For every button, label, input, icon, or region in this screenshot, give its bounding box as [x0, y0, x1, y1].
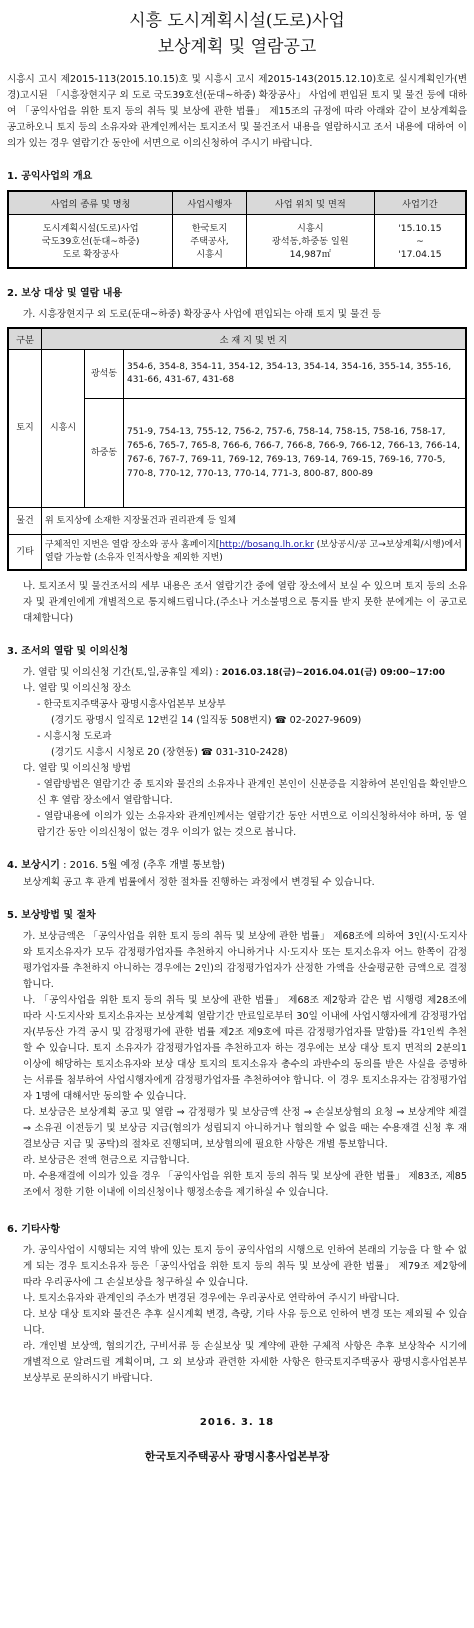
section-3-heading: 3. 조서의 열람 및 이의신청	[7, 646, 129, 657]
cell-period: '15.10.15 ~ '17.04.15	[374, 215, 466, 269]
method-2: - 열람내용에 이의가 있는 소유자와 관계인께서는 열람기간 동안 서면으로 이의신청하셔야 하며, 동 열람기간 동안 이의신청이 없는 경우 이의가 없는 것으로 봅니다.	[37, 811, 467, 838]
section-3-item-b-title: 나. 열람 및 이의신청 장소	[23, 683, 131, 694]
table-row	[8, 508, 466, 535]
cell-location: 시흥시 광석동,하중동 일원 14,987㎡	[246, 215, 374, 269]
cell-etc-label: 기타	[8, 535, 42, 571]
cell-lots-hajung: 751-9, 754-13, 755-12, 756-2, 757-6, 758-14, 758-15, 758-16, 758-17, 765-6, 765-7, 765-8, 766-6, 766-7, 766-8, 766-9, 766-12, 766-13, 766-14, 767-6, 767-7, 769-11, 769-12, 769-13, 769-14, 769-15, 769-16, 770-5, 770-8, 770-12, 770-13, 770-14, 771-3, 800-87, 800-89	[124, 399, 467, 508]
section-5-item-d: 라. 보상금은 전액 현금으로 지급합니다.	[23, 1155, 190, 1166]
table-header-row	[8, 328, 466, 350]
place-lh-address: (경기도 광명시 일직로 12번길 14 (일직동 508번지) ☎ 02-2027-9609)	[51, 715, 362, 726]
cell-dong-gwangseok: 광석동	[85, 350, 124, 399]
table-header-row	[8, 191, 466, 215]
cell-project-name: 도시계획시설(도로)사업 국도39호선(둔대~하중) 도로 확장공사	[8, 215, 173, 269]
section-5-heading: 5. 보상방법 및 절차	[7, 910, 96, 921]
place-city: - 시흥시청 도로과	[37, 731, 112, 742]
project-overview-table	[7, 190, 467, 269]
section-5-item-b: 나. 「공익사업을 위한 토지 등의 취득 및 보상에 관한 법률」 제68조 제2항과 같은 법 시행령 제28조에 따라 시·도지사와 토지소유자는 보상계획 열람기간 만료일로부터 30일 이내에 사업시행자에게 감정평가업자(부동산 가격 공시 및 감정평가에 관한 법률 제2조 제9호에 따른 감정평가업자를 말함)를 각1인씩 추천할 수 있습니다. 토지 소유자가 감정평가업자를 추천하고자 하는 경우에는 보상 대상 토지 면적의 2분의1 이상에 해당하는 토지소유자와 보상 대상 토지의 토지소유자 총수의 과반수의 동의를 받은 사실을 증명하는 서류를 첨부하여 사업시행자에게 감정평가업자를 추천하여야 합니다. 이 경우 토지소유자는 감정평가업자 1명에 대해서만 동의할 수 있습니다.	[23, 995, 467, 1102]
notice-date: 2016. 3. 18	[199, 1417, 275, 1428]
col-header-category: 구분	[8, 328, 42, 350]
cell-goods-label: 물건	[8, 508, 42, 535]
col-header-location: 사업 위치 및 면적	[246, 191, 374, 215]
place-city-address: (경기도 시흥시 시청로 20 (장현동) ☎ 031-310-2428)	[51, 747, 288, 758]
intro-paragraph: 시흥시 고시 제2015-113(2015.10.15)호 및 시흥시 고시 제2015-143(2015.12.10)호로 실시계획인가(변경)고시된 「시흥장현지구 외 도로 국도39호선(둔대~하중) 확장공사」 사업에 편입된 토지 및 물건 등에 대하여 「공익사업을 위한 토지 등의 취득 및 보상에 관한 법률」 제15조의 규정에 따라 아래와 같이 보상계획을 공고하오니 토지 등의 소유자와 관계인께서는 토지조서 및 물건조서 내용을 열람하시고 조서 내용에 대하여 이의가 있는 경우 열람기간 동안에 서면으로 이의신청하여 주시기 바랍니다.	[7, 74, 467, 149]
cell-land-label: 토지	[8, 350, 42, 508]
col-header-period: 사업기간	[374, 191, 466, 215]
section-1-heading: 1. 공익사업의 개요	[7, 171, 93, 182]
col-header-name: 사업의 종류 및 명칭	[8, 191, 173, 215]
col-header-address: 소 재 지 및 번 지	[42, 328, 467, 350]
cell-operator: 한국토지 주택공사, 시흥시	[173, 215, 246, 269]
section-6-item-c: 다. 보상 대상 토지와 물건은 추후 실시계획 변경, 측량, 기타 사유 등으로 인하여 변경 또는 제외될 수 있습니다.	[23, 1309, 467, 1336]
cell-city: 시흥시	[42, 350, 85, 508]
cell-goods-text: 위 토지상에 소재한 지장물건과 권리관계 등 일체	[42, 508, 467, 535]
cell-etc-text: 구체적인 지번은 열람 장소와 공사 홈페이지[http://bosang.lh.or.kr (보상공시/공 고→보상계획/시행)에서 열람 가능함 (소유자 인적사항을 제외한 지번)	[42, 535, 467, 571]
title-line-1: 시흥 도시계획시설(도로)사업	[129, 11, 345, 31]
section-2-item-a: 가. 시흥장현지구 외 도로(둔대~하중) 확장공사 사업에 편입되는 아래 토지 및 물건 등	[23, 309, 381, 320]
section-3-item-a: 가. 열람 및 이의신청 기간(토,일,공휴일 제외) : 2016.03.18(금)~2016.04.01(금) 09:00~17:00	[23, 667, 445, 678]
section-5-item-c: 다. 보상금은 보상계획 공고 및 열람 ⇒ 감정평가 및 보상금액 산정 ⇒ 손실보상협의 요청 ⇒ 보상계약 체결 ⇒ 소유권 이전등기 및 보상금 지급(협의가 성립되지 아니하거나 협의할 수 없을 때는 수용재결 신청 후 재결보상금 지급 및 공탁)의 절차로 진행되며, 보상협의에 필요한 사항은 개별 통보합니다.	[23, 1107, 467, 1150]
section-4-text: 보상계획 공고 후 관계 법률에서 정한 절차를 진행하는 과정에서 변경될 수 있습니다.	[23, 877, 375, 888]
notice-document	[7, 6, 467, 1464]
section-6-heading: 6. 기타사항	[7, 1224, 60, 1235]
title-line-2: 보상계획 및 열람공고	[157, 37, 317, 57]
table-row	[8, 350, 466, 399]
section-2-heading: 2. 보상 대상 및 열람 내용	[7, 288, 123, 299]
section-4-heading: 4. 보상시기 : 2016. 5월 예정 (추후 개별 통보함)	[7, 860, 225, 871]
section-3-item-c-title: 다. 열람 및 이의신청 방법	[23, 763, 131, 774]
bosang-website-link[interactable]: http://bosang.lh.or.kr	[219, 540, 314, 550]
issuer-signature: 한국토지주택공사 광명시흥사업본부장	[144, 1450, 330, 1463]
cell-dong-hajung: 하중동	[85, 399, 124, 508]
section-2-item-b: 나. 토지조서 및 물건조서의 세부 내용은 조서 열람기간 중에 열람 장소에서 보실 수 있으며 토지 등의 소유자 및 관계인에게 개별적으로 통지해드립니다.(주소나 거소불명으로 통지를 받지 못한 분에게는 이 공고로 대체합니다)	[23, 581, 467, 624]
section-6-item-b: 나. 토지소유자와 관계인의 주소가 변경된 경우에는 우리공사로 연락하여 주시기 바랍니다.	[23, 1293, 400, 1304]
section-5-item-e: 마. 수용재결에 이의가 있을 경우 「공익사업을 위한 토지 등의 취득 및 보상에 관한 법률」 제83조, 제85조에서 정한 기한 이내에 이의신청이나 행정소송을 제기하실 수 있습니다.	[23, 1171, 467, 1198]
section-6-item-a: 가. 공익사업이 시행되는 지역 밖에 있는 토지 등이 공익사업의 시행으로 인하여 본래의 기능을 다 할 수 없게 되는 경우 토지소유자 등은「공익사업을 위한 토지 등의 취득 및 보상에 관한 법률」 제79조 제2항에 따라 우리공사에 그 손실보상을 청구하실 수 있습니다.	[23, 1245, 467, 1288]
cell-lots-gwangseok: 354-6, 354-8, 354-11, 354-12, 354-13, 354-14, 354-16, 355-14, 355-16, 431-66, 431-67, 431-68	[124, 350, 467, 399]
inspection-period: 2016.03.18(금)~2016.04.01(금) 09:00~17:00	[221, 668, 445, 678]
compensation-target-table	[7, 327, 467, 571]
method-1: - 열람방법은 열람기간 중 토지와 물건의 소유자나 관계인 본인이 신분증을 지참하여 본인임을 확인받으신 후 열람 장소에서 열람합니다.	[37, 779, 467, 806]
section-6-item-d: 라. 개인별 보상액, 협의기간, 구비서류 등 손실보상 및 계약에 관한 구체적 사항은 추후 보상착수 시기에 개별적으로 알려드릴 계획이며, 그 외 보상과 관련한 자세한 사항은 한국토지주택공사 광명시흥사업본부 보상부로 문의하시기 바랍니다.	[23, 1341, 467, 1384]
col-header-operator: 사업시행자	[173, 191, 246, 215]
table-row	[8, 215, 466, 269]
section-5-item-a: 가. 보상금액은 「공익사업을 위한 토지 등의 취득 및 보상에 관한 법률」 제68조에 의하여 3인(시·도지사와 토지소유자가 모두 감정평가업자를 추천하지 아니하거나 시·도지사 또는 토지소유자 어느 한쪽이 감정평가업자를 추천하지 아니하는 경우에는 2인)의 감정평가업자가 산정한 가액을 산술평균한 금액으로 결정합니다.	[23, 931, 467, 990]
place-lh: - 한국토지주택공사 광명시흥사업본부 보상부	[37, 699, 226, 710]
table-row	[8, 535, 466, 571]
